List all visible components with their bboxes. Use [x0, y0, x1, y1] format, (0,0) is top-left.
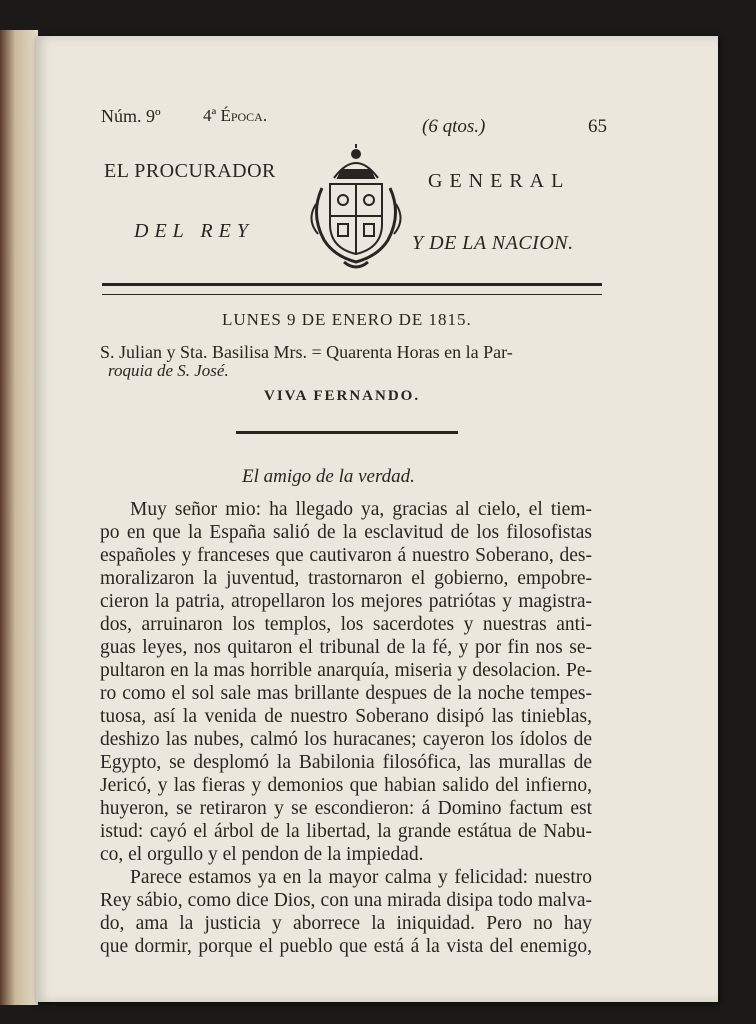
article-line: pultaron en la mas horrible anarquía, miseria y desolacion. Pe- [100, 660, 592, 681]
article-line: Rey sábio, como dice Dios, con una mirada disipa todo malva- [100, 890, 592, 911]
article-line: españoles y franceses que cautivaron á nuestro Soberano, des- [100, 545, 592, 566]
title-right-bottom: Y DE LA NACION. [412, 232, 574, 254]
article-line: Jericó, y las fieras y demonios que habian salido del infierno, [100, 775, 592, 796]
article-line: deshizo las nubes, calmó los huracanes; cayeron los ídolos de [100, 729, 592, 750]
article-line: huyeron, se retiraron y se escondieron: á Domino factum est [100, 798, 592, 819]
section-divider [236, 431, 458, 434]
royal-coat-of-arms-icon [304, 144, 408, 272]
article-line: ro como el sol sale mas brillante despues de la noche tempes- [100, 683, 592, 704]
page-number: 65 [588, 116, 607, 137]
article-line: tuosa, así la venida de nuestro Soberano disipó las tinieblas, [100, 706, 592, 727]
article-line: do, ama la justicia y aborrece la iniquidad. Pero no hay [100, 913, 592, 934]
book-spine [0, 30, 38, 1005]
issue-number: Núm. 9º [101, 106, 161, 126]
article-heading: El amigo de la verdad. [242, 466, 415, 487]
article-line: Egypto, se desplomó la Babilonia filosófica, las murallas de [100, 752, 592, 773]
article-line: Muy señor mio: ha llegado ya, gracias al cielo, el tiem- [130, 499, 592, 520]
issue-date: LUNES 9 DE ENERO DE 1815. [222, 310, 472, 329]
title-left-top: EL PROCURADOR [104, 160, 276, 182]
article-line: istud: cayó el árbol de la libertad, la grande estátua de Nabu- [100, 821, 592, 842]
newspaper-page [36, 36, 718, 1002]
article-line: moralizaron la juventud, trastornaron el gobierno, empobre- [100, 568, 592, 589]
article-line: guas leyes, nos quitaron el tribunal de la fé, y por fin nos se- [100, 637, 592, 658]
saints-line-1: S. Julian y Sta. Basilisa Mrs. = Quarenta Horas en la Par- [100, 342, 513, 362]
price-label: (6 qtos.) [422, 116, 486, 137]
article-line: que dormir, porque el pueblo que está á la vista del enemigo, [100, 936, 592, 957]
article-line: co, el orgullo y el pendon de la impiedad. [100, 844, 424, 865]
title-right-top: GENERAL [428, 170, 571, 192]
article-line: cieron la patria, atropellaron los mejores patriótas y magistra- [100, 591, 592, 612]
title-left-bottom: DEL REY [134, 220, 254, 242]
article-line: dos, arruinaron los templos, los sacerdotes y nuestras anti- [100, 614, 592, 635]
article-line: Parece estamos ya en la mayor calma y felicidad: nuestro [130, 867, 592, 888]
article-line: po en que la España salió de la esclavitud de los filosofistas [100, 522, 592, 543]
saints-line-2: roquia de S. José. [108, 361, 229, 380]
motto: VIVA FERNANDO. [264, 388, 421, 404]
epoch-label: 4ª Época. [203, 106, 268, 125]
masthead-double-rule [102, 283, 602, 295]
